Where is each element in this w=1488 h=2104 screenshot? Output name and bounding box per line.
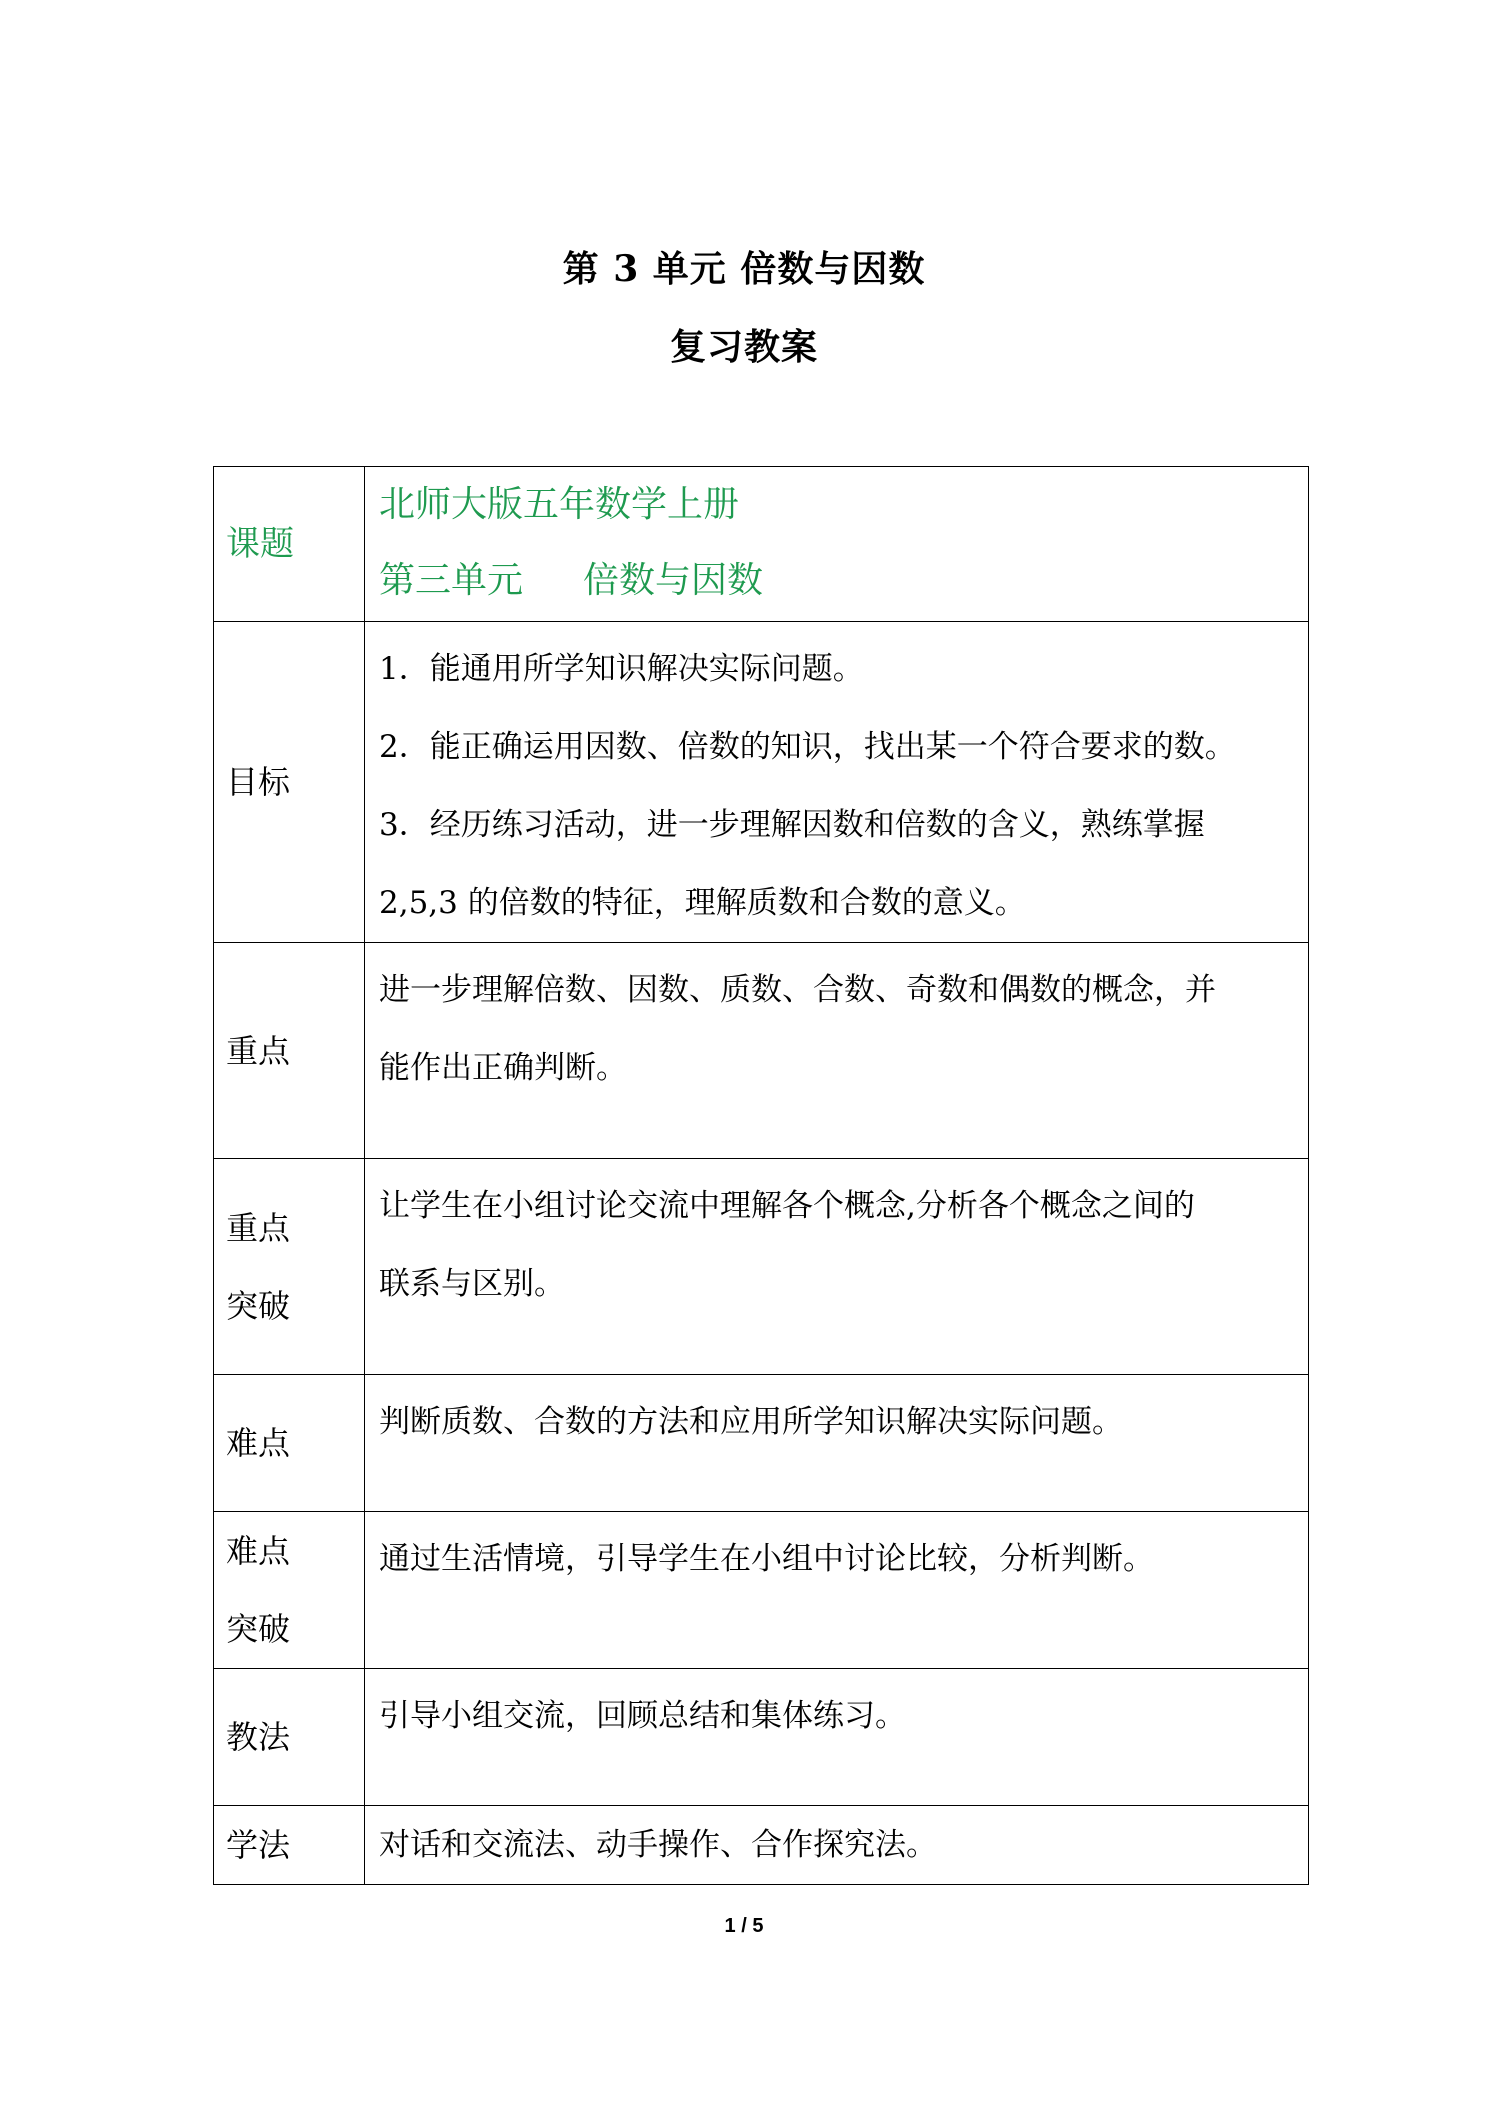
row-content-difficulty: [365, 1375, 1309, 1512]
topic-unit: 第三单元: [379, 560, 524, 601]
label-line: 突破: [226, 1610, 291, 1648]
label-line: 突破: [226, 1286, 291, 1325]
goal-line: 2,5,3 的倍数的特征，理解质数和合数的意义。: [379, 885, 1026, 921]
key-point-line: 进一步理解倍数、因数、质数、合数、奇数和偶数的概念，并: [379, 972, 1216, 1008]
document-title: 第 3 单元 倍数与因数: [562, 248, 926, 290]
table-row-learning-method: [214, 1806, 1309, 1885]
table-row-topic: [214, 467, 1309, 622]
row-content-topic: [365, 467, 1309, 622]
row-content-learning-method: [365, 1806, 1309, 1885]
table-row-goals: [214, 622, 1309, 943]
document-subtitle: 复习教案: [669, 326, 818, 368]
row-content-key-point: [365, 943, 1309, 1159]
row-label-difficulty: 难点: [214, 1375, 365, 1512]
table-row-difficulty: [214, 1375, 1309, 1512]
table-row-teaching-method: [214, 1669, 1309, 1806]
page-number: 1 / 5: [724, 1915, 764, 1937]
row-content-teaching-method: [365, 1669, 1309, 1806]
row-label-key-breakthrough: [214, 1159, 365, 1375]
goal-line: 3．经历练习活动，进一步理解因数和倍数的含义，熟练掌握: [379, 807, 1205, 843]
teaching-method-line: 引导小组交流，回顾总结和集体练习。: [379, 1698, 906, 1734]
row-label-topic: 课题: [214, 467, 365, 622]
goal-line: 1．能通用所学知识解决实际问题。: [379, 651, 864, 687]
lesson-plan-table: [213, 466, 1309, 1885]
learning-method-line: 对话和交流法、动手操作、合作探究法。: [379, 1827, 937, 1863]
row-label-goals: 目标: [214, 622, 365, 943]
row-content-key-breakthrough: [365, 1159, 1309, 1375]
row-label-key-point: 重点: [214, 943, 365, 1159]
row-label-teaching-method: 教法: [214, 1669, 365, 1806]
goal-line: 2．能正确运用因数、倍数的知识，找出某一个符合要求的数。: [379, 729, 1236, 765]
row-label-difficulty-breakthrough: [214, 1512, 365, 1669]
table-row-key-point: [214, 943, 1309, 1159]
row-content-goals: [365, 622, 1309, 943]
label-line: 重点: [226, 1208, 291, 1247]
topic-unit-name: 倍数与因数: [583, 560, 764, 601]
table-row-key-breakthrough: [214, 1159, 1309, 1375]
key-point-line: 能作出正确判断。: [379, 1050, 627, 1086]
row-label-learning-method: 学法: [214, 1806, 365, 1885]
key-breakthrough-line: 让学生在小组讨论交流中理解各个概念,分析各个概念之间的: [379, 1188, 1195, 1224]
row-content-difficulty-breakthrough: [365, 1512, 1309, 1669]
table-row-difficulty-breakthrough: [214, 1512, 1309, 1669]
difficulty-breakthrough-line: 通过生活情境，引导学生在小组中讨论比较，分析判断。: [379, 1541, 1154, 1577]
topic-line-2: [379, 543, 1296, 619]
label-line: 难点: [226, 1532, 291, 1570]
key-breakthrough-line: 联系与区别。: [379, 1266, 565, 1302]
topic-line-1: 北师大版五年数学上册: [379, 484, 740, 525]
difficulty-line: 判断质数、合数的方法和应用所学知识解决实际问题。: [379, 1404, 1123, 1440]
